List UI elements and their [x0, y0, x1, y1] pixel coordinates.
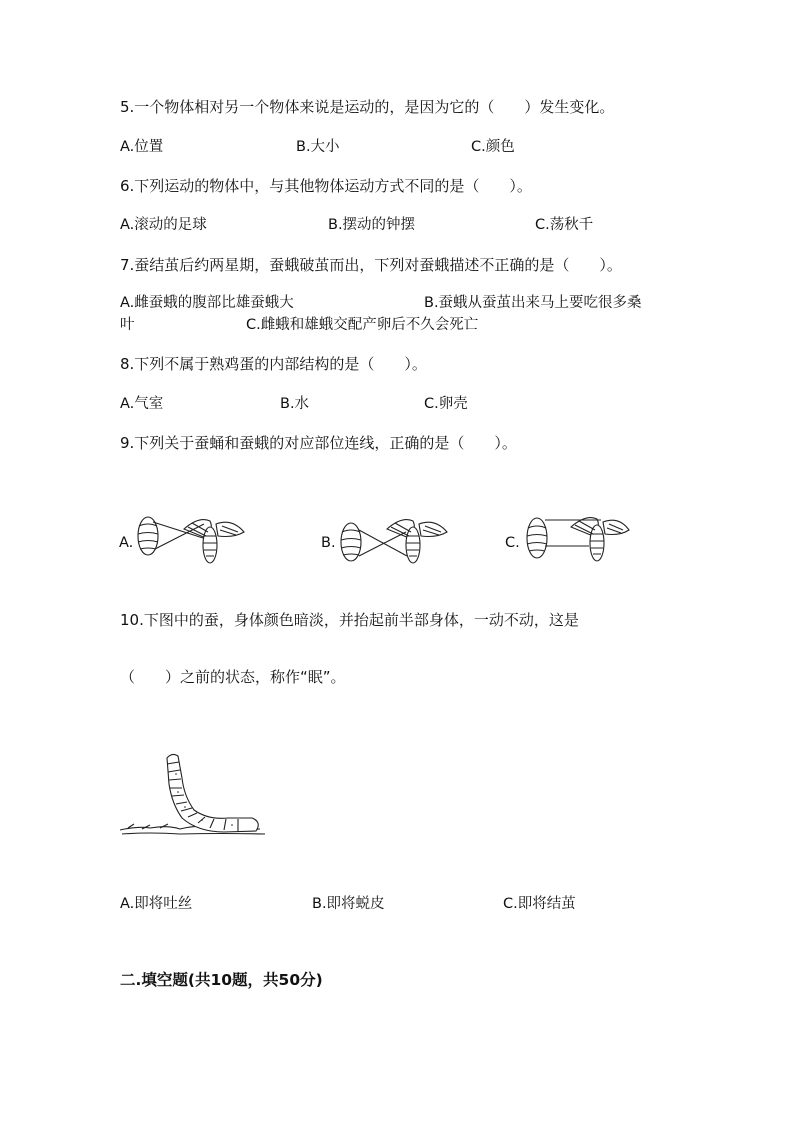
question-7-option-b[interactable]: B.蚕蛾从蚕茧出来马上要吃很多桑	[424, 295, 642, 311]
question-6-option-a[interactable]: A.滚动的足球	[120, 217, 207, 233]
question-7-option-b-continued: 叶	[120, 317, 135, 333]
question-9-stem: 9.下列关于蚕蛹和蚕蛾的对应部位连线，正确的是（ ）。	[120, 434, 517, 452]
pupa-moth-diagram-a	[134, 512, 254, 572]
question-8-option-b[interactable]: B.水	[280, 396, 310, 412]
question-8-option-c[interactable]: C.卵壳	[424, 396, 468, 412]
question-10-option-c[interactable]: C.即将结茧	[503, 896, 576, 912]
question-7-option-c[interactable]: C.雌蛾和雄蛾交配产卵后不久会死亡	[246, 317, 479, 333]
question-6-stem: 6.下列运动的物体中，与其他物体运动方式不同的是（ ）。	[120, 177, 532, 195]
pupa-moth-diagram-c	[523, 510, 643, 570]
question-5-option-a[interactable]: A.位置	[120, 139, 164, 155]
question-10-option-a[interactable]: A.即将吐丝	[120, 896, 193, 912]
question-9-option-c[interactable]: C.	[505, 535, 520, 551]
question-9-option-b[interactable]: B.	[321, 535, 336, 551]
question-5-option-b[interactable]: B.大小	[296, 139, 340, 155]
question-5-option-c[interactable]: C.颜色	[471, 139, 515, 155]
silkworm-illustration	[120, 752, 270, 842]
question-5-stem: 5.一个物体相对另一个物体来说是运动的，是因为它的（ ）发生变化。	[120, 98, 615, 116]
question-7-stem: 7.蚕结茧后约两星期，蚕蛾破茧而出，下列对蚕蛾描述不正确的是（ ）。	[120, 256, 622, 274]
section-2-heading: 二.填空题(共10题，共50分)	[120, 971, 323, 989]
question-8-option-a[interactable]: A.气室	[120, 396, 164, 412]
question-7-option-a[interactable]: A.雌蚕蛾的腹部比雄蚕蛾大	[120, 295, 294, 311]
question-10-option-b[interactable]: B.即将蜕皮	[312, 896, 385, 912]
question-6-option-c[interactable]: C.荡秋千	[535, 217, 594, 233]
question-9-option-a[interactable]: A.	[119, 535, 134, 551]
pupa-moth-diagram-b	[337, 512, 457, 572]
question-8-stem: 8.下列不属于熟鸡蛋的内部结构的是（ ）。	[120, 355, 427, 373]
question-10-stem-line-1: 10.下图中的蚕，身体颜色暗淡，并抬起前半部身体，一动不动，这是	[120, 611, 579, 629]
question-6-option-b[interactable]: B.摆动的钟摆	[328, 217, 416, 233]
question-10-stem-line-2: （ ）之前的状态，称作“眠”。	[120, 668, 346, 686]
